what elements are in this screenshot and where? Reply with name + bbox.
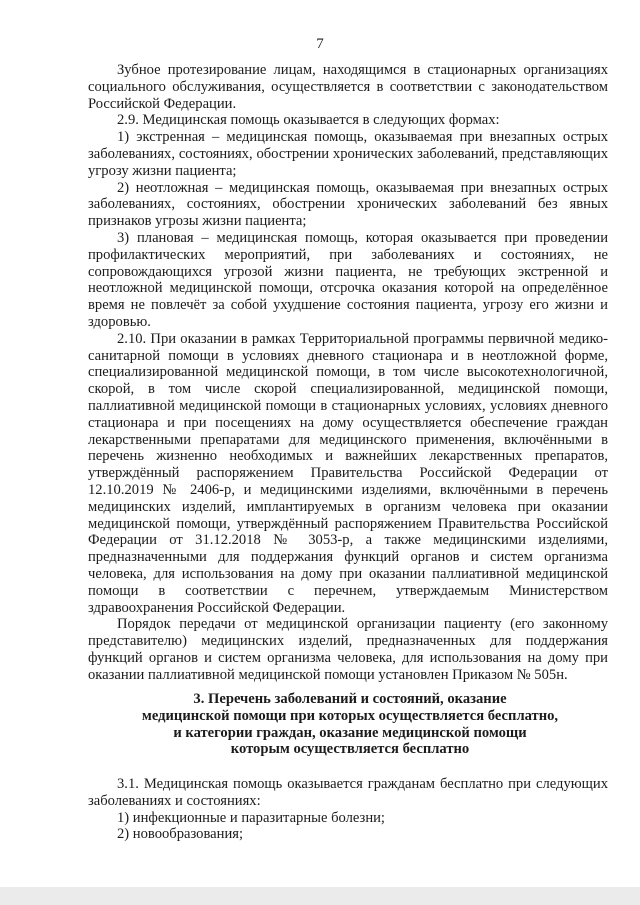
section-heading-line: и категории граждан, оказание медицинской помощи	[173, 724, 527, 741]
paragraph-2-10-medicines: 2.10. При оказании в рамках Территориальной программы первичной медико-санитарной помощи в условиях дневного стационара и в неотложной форме, специализированной медицинской помощи, в том числе высокотехнологичной, скорой, в том числе скорой специализированной, медицинской помощи, паллиативной медицинской помощи в стационарных условиях, условиях дневного стационара и при посещениях на дому осуществляется обеспечение граждан лекарственными препаратами для медицинского применения, включёнными в перечень жизненно необходимых и важнейших лекарственных препаратов, утверждённый распоряжением Правительства Российской Федерации от 12.10.2019 № 2406-р, и медицинскими изделиями, включёнными в перечень медицинских изделий, имплантируемых в организм человека при оказании медицинской помощи, утверждённый распоряжением Правительства Российской Федерации от 31.12.2018 № 3053-р, а также медицинскими изделиями, предназначенными для поддержания функций органов и систем организма человека, для использования на дому при оказании паллиативной медицинской помощи в соответствии с перечнем, утверждаемым Министерством здравоохранения Российской Федерации.	[88, 330, 608, 616]
paragraph-3-1-conditions: 3.1. Медицинская помощь оказывается гражданам бесплатно при следующих заболеваниях и состояниях:	[88, 776, 608, 809]
body-text-upper	[88, 62, 608, 683]
body-text-lower	[88, 776, 608, 843]
list-item-infectious: 1) инфекционные и паразитарные болезни;	[117, 809, 385, 826]
paragraph-dental-prosthetics: Зубное протезирование лицам, находящимся в стационарных организациях социального обслуживания, осуществляется в соответствии с законодательством Российской Федерации.	[88, 62, 608, 112]
section-heading	[60, 691, 640, 758]
list-item-neoplasms: 2) новообразования;	[117, 826, 244, 843]
list-item-planned: 3) плановая – медицинская помощь, которая оказывается при проведении профилактических мероприятий, при заболеваниях и состояниях, не сопровождающихся угрозой жизни пациента, не требующих экстренной и неотложной медицинской помощи, отсрочка оказания которой на определённое время не повлечёт за собой ухудшение состояния пациента, угрозу его жизни и здоровью.	[88, 229, 608, 330]
list-item-emergency: 1) экстренная – медицинская помощь, оказываемая при внезапных острых заболеваниях, состояниях, обострении хронических заболеваний, представляющих угрозу жизни пациента;	[88, 129, 608, 179]
page-number: 7	[316, 36, 324, 52]
section-heading-line: медицинской помощи при которых осуществляется бесплатно,	[141, 707, 559, 724]
section-heading-line: которым осуществляется бесплатно	[230, 741, 470, 758]
scan-bottom-band	[0, 887, 640, 905]
section-heading-line: 3. Перечень заболеваний и состояний, оказание	[193, 691, 507, 707]
paragraph-2-9-forms: 2.9. Медицинская помощь оказывается в следующих формах:	[117, 112, 500, 129]
paragraph-transfer-procedure: Порядок передачи от медицинской организации пациенту (его законному представителю) медицинских изделий, предназначенных для поддержания функций органов и систем организма человека, для использования на дому при оказании паллиативной медицинской помощи установлен Приказом № 505н.	[88, 616, 608, 683]
list-item-urgent: 2) неотложная – медицинская помощь, оказываемая при внезапных острых заболеваниях, состояниях, обострении хронических заболеваний без явных признаков угрозы жизни пациента;	[88, 179, 608, 230]
